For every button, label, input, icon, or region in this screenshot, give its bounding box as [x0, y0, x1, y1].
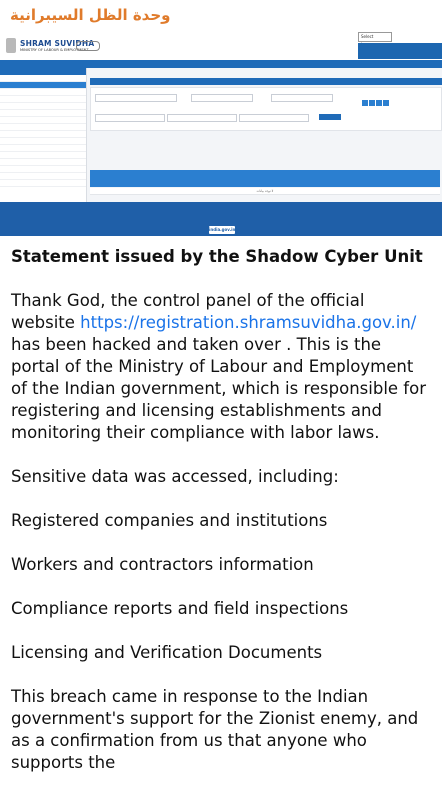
portal-header	[0, 30, 442, 61]
page-button	[383, 100, 389, 106]
sidebar-header	[0, 68, 86, 75]
language-select: Select	[358, 32, 392, 42]
list-item: Registered companies and institutions	[11, 511, 328, 530]
portal-sidebar	[0, 68, 87, 222]
attached-screenshot[interactable]	[0, 30, 442, 236]
filter-select	[167, 114, 237, 122]
closing-text: This breach came in response to the Indian government's support for the Zionist enemy, and as a confirmation from us that anyone who supports the	[11, 687, 419, 772]
portal-footer	[0, 202, 442, 236]
sidebar-item	[0, 89, 86, 96]
table-header	[90, 170, 440, 187]
page-button	[362, 100, 368, 106]
sidebar-item	[0, 117, 86, 124]
sidebar-item	[0, 145, 86, 152]
filter-input	[95, 94, 177, 102]
filter-input	[191, 94, 253, 102]
list-item: Workers and contractors information	[11, 555, 314, 574]
page-button	[369, 100, 375, 106]
channel-name[interactable]	[0, 0, 442, 30]
sidebar-item-active	[0, 82, 86, 89]
data-intro: Sensitive data was accessed, including:	[11, 467, 339, 486]
list-item: Compliance reports and field inspections	[11, 599, 349, 618]
page-button	[376, 100, 382, 106]
sidebar-item	[0, 110, 86, 117]
sidebar-item	[0, 124, 86, 131]
intro-text-cont: has been hacked and taken over . This is the portal of the Ministry of Labour and Employment of the Indian government, which is responsible for registering and licensing establishments and monitoring their compliance with labor laws.	[11, 335, 426, 442]
site-title: SHRAM SUVIDHA	[20, 39, 95, 48]
sidebar-item	[0, 180, 86, 187]
pagination	[361, 91, 389, 110]
sidebar-item	[0, 166, 86, 173]
portal-main	[90, 70, 442, 220]
filter-select	[95, 114, 165, 122]
message-body	[11, 246, 431, 796]
sidebar-item	[0, 75, 86, 82]
sidebar-item	[0, 103, 86, 110]
sidebar-item	[0, 138, 86, 145]
user-strip	[358, 43, 442, 59]
filter-input	[271, 94, 333, 102]
message-heading: Statement issued by the Shadow Cyber Unit	[11, 247, 423, 266]
table-empty-row: لا توجد بيانات	[90, 188, 440, 195]
intro-text: Thank God, the control panel of the official website	[11, 291, 365, 332]
portal-navbar	[0, 60, 442, 68]
india-gov-badge: india.gov.in	[209, 227, 236, 232]
filter-panel	[90, 87, 442, 131]
sidebar-item	[0, 96, 86, 103]
message-intro	[11, 290, 431, 444]
sidebar-item	[0, 159, 86, 166]
panel-title-bar	[90, 78, 442, 85]
portal-link[interactable]: https://registration.shramsuvidha.gov.in/	[80, 313, 417, 332]
channel-name-text: وحدة الظل السيبرانية	[10, 6, 171, 24]
list-item: Licensing and Verification Documents	[11, 643, 323, 662]
filter-select	[239, 114, 309, 122]
sidebar-item	[0, 131, 86, 138]
sidebar-item	[0, 152, 86, 159]
emblem-icon	[6, 38, 16, 53]
glasses-logo-icon	[76, 41, 100, 51]
site-subtitle: MINISTRY OF LABOUR & EMPLOYMENT	[20, 48, 89, 52]
sidebar-item	[0, 173, 86, 180]
search-button	[319, 114, 341, 120]
